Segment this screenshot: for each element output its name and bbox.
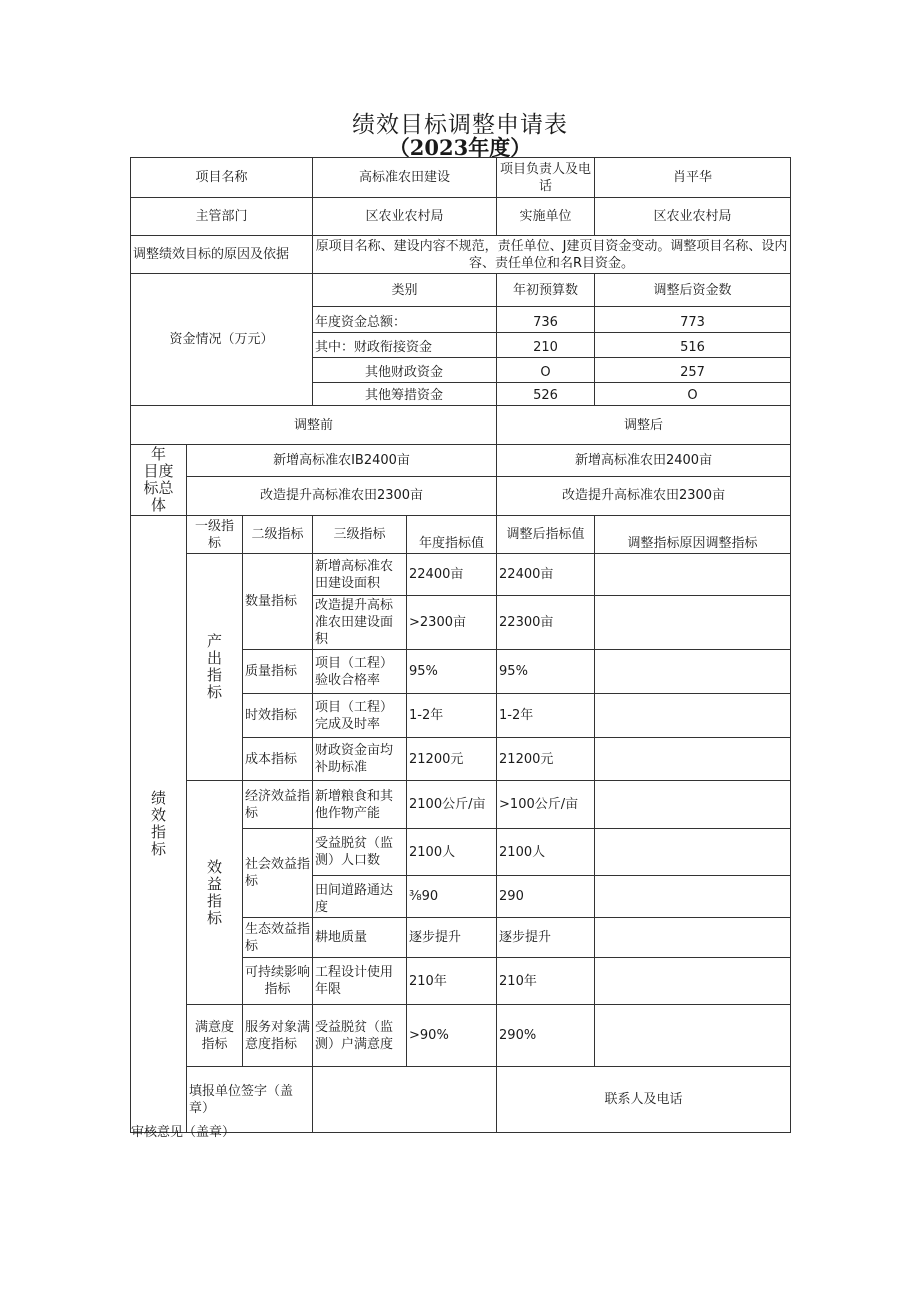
- before-label: 调整前: [131, 406, 497, 445]
- reason-cell: [595, 738, 791, 781]
- level3: 耕地质量: [313, 918, 407, 958]
- annual-value: >90%: [407, 1005, 497, 1067]
- funds-label: 资金情况（万元）: [131, 274, 313, 406]
- adjusted-value: 95%: [497, 650, 595, 694]
- reason-cell: [595, 1005, 791, 1067]
- funds-row-initial: 210: [497, 333, 595, 358]
- annual-value: 210年: [407, 958, 497, 1005]
- funds-row-initial: 526: [497, 383, 595, 406]
- reason-cell: [595, 829, 791, 876]
- service-label: 服务对象满意度指标: [243, 1005, 313, 1067]
- level3: 项目（工程）完成及时率: [313, 694, 407, 738]
- funds-row-adjusted: 773: [595, 307, 791, 333]
- contact-label: 项目负责人及电话: [497, 158, 595, 198]
- output-label: 产 出 指 标: [187, 554, 243, 781]
- annual-value: 95%: [407, 650, 497, 694]
- impl-label: 实施单位: [497, 198, 595, 236]
- funds-col-adjusted: 调整后资金数: [595, 274, 791, 307]
- annual-value: 2100公斤/亩: [407, 781, 497, 829]
- reason-cell: [595, 781, 791, 829]
- annual-value: >2300亩: [407, 596, 497, 650]
- adjusted-value: 21200元: [497, 738, 595, 781]
- quantity-label: 数量指标: [243, 554, 313, 650]
- overall-after: 新增高标准农田2400亩: [497, 445, 791, 477]
- cost-label: 成本指标: [243, 738, 313, 781]
- annual-value: 21200元: [407, 738, 497, 781]
- adjusted-value: 1-2年: [497, 694, 595, 738]
- indicators-side-label: 绩 效 指 标: [131, 516, 187, 1133]
- level3: 财政资金亩均补助标准: [313, 738, 407, 781]
- page-subtitle: （2023年度）: [388, 135, 532, 160]
- benefit-label: 效 益 指 标: [187, 781, 243, 1005]
- funds-row-adjusted: 516: [595, 333, 791, 358]
- reason-label: 调整绩效目标的原因及依据: [131, 236, 313, 274]
- satisfaction-label: 满意度指标: [187, 1005, 243, 1067]
- review-label: 审核意见（盖章）: [131, 1125, 236, 1140]
- quality-label: 质量指标: [243, 650, 313, 694]
- project-name-label: 项目名称: [131, 158, 313, 198]
- reason-cell: [595, 650, 791, 694]
- funds-col-category: 类别: [313, 274, 497, 307]
- funds-row-name: 年度资金总额：: [313, 307, 497, 333]
- adjusted-value: >100公斤/亩: [497, 781, 595, 829]
- ecological-label: 生态效益指标: [243, 918, 313, 958]
- reason-cell: [595, 918, 791, 958]
- contact-value: 肖平华: [595, 158, 791, 198]
- funds-row-name: 其中：财政衔接资金: [313, 333, 497, 358]
- funds-row-adjusted: O: [595, 383, 791, 406]
- annual-value: 2100人: [407, 829, 497, 876]
- reason-value: 原项目名称、建设内容不规范，责任单位、J建页目资金变动。调整项目名称、设内容、责任单位和名R目资金。: [313, 236, 791, 274]
- annual-value: 22400亩: [407, 554, 497, 596]
- application-form: [130, 157, 791, 1133]
- funds-row-adjusted: 257: [595, 358, 791, 383]
- level3: 受益脱贫（监测）人口数: [313, 829, 407, 876]
- header-level1: 一级指标: [187, 516, 243, 554]
- sign-contact-label: 联系人及电话: [497, 1067, 791, 1133]
- page-title: 绩效目标调整申请表: [352, 112, 568, 138]
- reason-cell: [595, 876, 791, 918]
- header-reason: 调整指标原因调整指标: [595, 516, 791, 554]
- adjusted-value: 22300亩: [497, 596, 595, 650]
- annual-value: ⅜90: [407, 876, 497, 918]
- overall-before: 改造提升高标准农田2300亩: [187, 476, 497, 515]
- dept-value: 区农业农村局: [313, 198, 497, 236]
- reason-cell: [595, 958, 791, 1005]
- annual-value: 逐步提升: [407, 918, 497, 958]
- overall-before: 新增高标准农IB2400亩: [187, 445, 497, 477]
- header-level2: 二级指标: [243, 516, 313, 554]
- adjusted-value: 逐步提升: [497, 918, 595, 958]
- funds-row-name: 其他筹措资金: [313, 383, 497, 406]
- sustainable-label: 可持续影响指标: [243, 958, 313, 1005]
- impl-value: 区农业农村局: [595, 198, 791, 236]
- annual-value: 1-2年: [407, 694, 497, 738]
- level3: 新增粮食和其他作物产能: [313, 781, 407, 829]
- funds-col-initial: 年初预算数: [497, 274, 595, 307]
- reason-cell: [595, 554, 791, 596]
- level3: 田间道路通达度: [313, 876, 407, 918]
- adjusted-value: 2100人: [497, 829, 595, 876]
- funds-row-initial: O: [497, 358, 595, 383]
- social-label: 社会效益指标: [243, 829, 313, 918]
- overall-side-label: 年 目度 标总 体: [131, 445, 187, 516]
- reason-cell: [595, 694, 791, 738]
- timeliness-label: 时效指标: [243, 694, 313, 738]
- funds-row-initial: 736: [497, 307, 595, 333]
- level3: 项目（工程）验收合格率: [313, 650, 407, 694]
- funds-row-name: 其他财政资金: [313, 358, 497, 383]
- level3: 工程设计使用年限: [313, 958, 407, 1005]
- adjusted-value: 290%: [497, 1005, 595, 1067]
- adjusted-value: 22400亩: [497, 554, 595, 596]
- header-level3: 三级指标: [313, 516, 407, 554]
- after-label: 调整后: [497, 406, 791, 445]
- level3: 改造提升高标准农田建设面积: [313, 596, 407, 650]
- level3: 新增高标准农田建设面积: [313, 554, 407, 596]
- sign-unit-label: 填报单位签字（盖章）: [187, 1067, 313, 1133]
- header-annual: 年度指标值: [407, 516, 497, 554]
- level3: 受益脱贫（监测）户满意度: [313, 1005, 407, 1067]
- reason-cell: [595, 596, 791, 650]
- economic-label: 经济效益指标: [243, 781, 313, 829]
- adjusted-value: 210年: [497, 958, 595, 1005]
- header-adjusted: 调整后指标值: [497, 516, 595, 554]
- project-name-value: 高标准农田建设: [313, 158, 497, 198]
- dept-label: 主管部门: [131, 198, 313, 236]
- overall-after: 改造提升高标准农田2300亩: [497, 476, 791, 515]
- adjusted-value: 290: [497, 876, 595, 918]
- sign-unit-value: [313, 1067, 497, 1133]
